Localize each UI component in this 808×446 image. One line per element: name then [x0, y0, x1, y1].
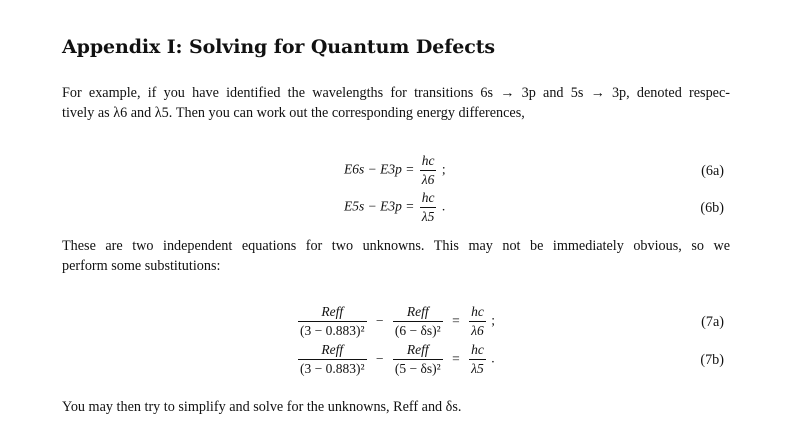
- equation-7b-tag: (7b): [700, 352, 724, 368]
- intro-line-2: tively as λ6 and λ5. Then you can work out the corresponding energy differences,: [62, 105, 525, 121]
- intro-paragraph: [62, 83, 730, 123]
- equation-6b: [344, 190, 445, 225]
- equation-6a-fraction: [420, 153, 437, 188]
- section-heading: Appendix I: Solving for Quantum Defects: [62, 36, 495, 58]
- equation-6a-lhs: E6s − E3p =: [344, 161, 415, 177]
- equation-7a-term1-numerator: Reff: [298, 304, 367, 322]
- middle-line-2: perform some substitutions:: [62, 258, 221, 274]
- equation-7a-term2-numerator: Reff: [393, 304, 443, 322]
- equation-6a-numerator: hc: [420, 153, 437, 171]
- equation-6b-numerator: hc: [420, 190, 437, 208]
- equation-7b-term2: [393, 342, 443, 377]
- equation-6b-tag: (6b): [700, 200, 724, 216]
- equation-7a-term1-denominator: (3 − 0.883)²: [300, 323, 365, 338]
- middle-line-1: These are two independent equations for two unknowns. This may not be immediately obvious, so we: [62, 238, 730, 254]
- equation-6a-denominator: λ6: [421, 172, 435, 187]
- equation-6b-fraction: [420, 190, 437, 225]
- equation-7b-term1-numerator: Reff: [298, 342, 367, 360]
- equation-7a-rhs-denominator: λ6: [471, 323, 484, 338]
- middle-paragraph: [62, 236, 730, 276]
- equation-6b-punct: .: [441, 198, 446, 214]
- equation-7a-term2: [393, 304, 443, 339]
- equation-7b-term1: [298, 342, 367, 377]
- closing-paragraph: You may then try to simplify and solve for the unknowns, Reff and δs.: [62, 399, 462, 415]
- equation-7b-punct: .: [491, 350, 495, 366]
- equation-7a-rhs-numerator: hc: [469, 304, 486, 322]
- equation-7a-term1: [298, 304, 367, 339]
- equation-7a-term2-denominator: (6 − δs)²: [394, 323, 441, 338]
- equation-6a-tag: (6a): [701, 163, 724, 179]
- equation-7b-term1-denominator: (3 − 0.883)²: [300, 361, 365, 376]
- equation-7a-punct: ;: [491, 312, 495, 328]
- equation-7b-rhs-denominator: λ5: [471, 361, 484, 376]
- equation-7b-term2-numerator: Reff: [393, 342, 443, 360]
- equation-7a-tag: (7a): [701, 314, 724, 330]
- equation-6b-lhs: E5s − E3p =: [344, 198, 415, 214]
- equation-7a-rhs: [469, 304, 486, 339]
- equation-7b-term2-denominator: (5 − δs)²: [394, 361, 441, 376]
- equation-7a: $\frac{\text{Reff}}{\text{(3 − 0.883)²}}$ − $\frac{\text{Reff}}{\text{(6 − δs)²}}$ = $\frac{hc}{\lambda 6}$ ;: [300, 304, 495, 338]
- equation-7b-rhs-numerator: hc: [469, 342, 486, 360]
- equation-7b-rhs: [469, 342, 486, 377]
- equation-6a-punct: ;: [441, 161, 446, 177]
- equation-7b: $\frac{\text{Reff}}{\text{(3 − 0.883)²}}$ − $\frac{\text{Reff}}{\text{(5 − δs)²}}$ = $\frac{hc}{\lambda 5}$ .: [300, 342, 495, 376]
- equation-6a: [344, 153, 446, 188]
- intro-line-1: For example, if you have identified the wavelengths for transitions 6s → 3p and 5s → 3p, denoted respec-: [62, 85, 730, 101]
- equation-6b-denominator: λ5: [421, 209, 435, 224]
